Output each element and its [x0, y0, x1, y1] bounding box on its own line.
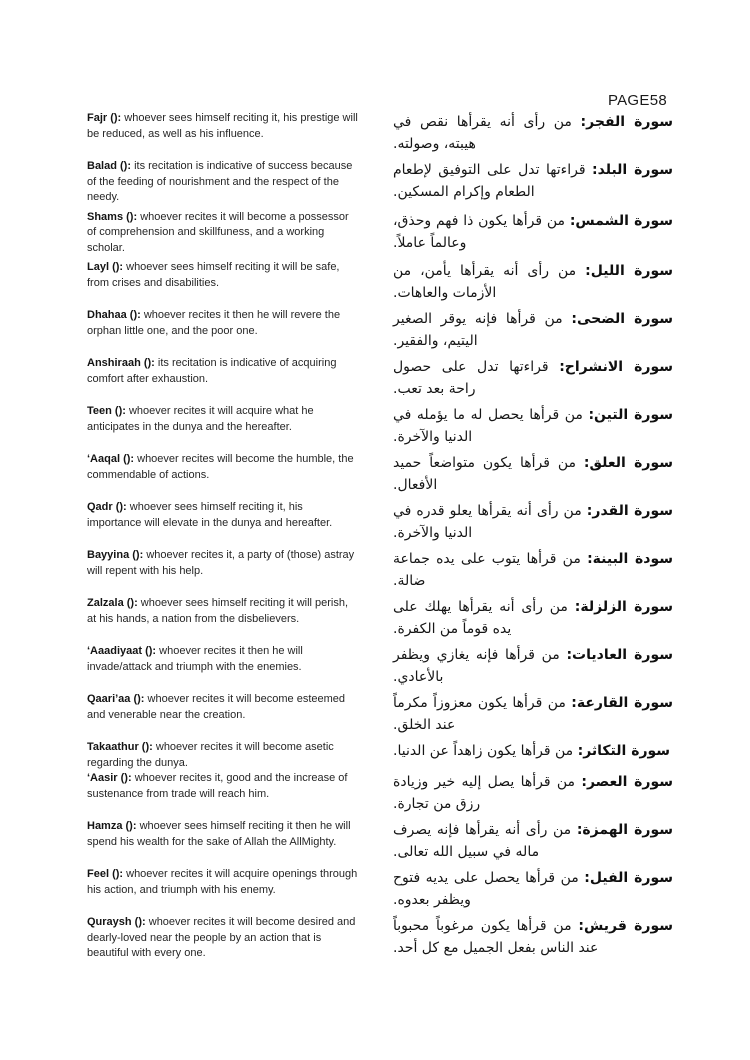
entry-arabic-text: من قرأها يكون ذا فهم وحذق، وعالماً عاملاً.: [393, 212, 565, 251]
entry-arabic-name: سورة التين:: [588, 407, 673, 423]
entry-row: [87, 500, 673, 544]
entry-arabic-name: سورة قريش:: [578, 918, 674, 934]
entry-arabic-name: سورة الشمس:: [569, 212, 673, 229]
entry-english-name: ‘Aaadiyaat ():: [87, 645, 157, 657]
entry-english-text: whoever sees himself reciting it, his importance will elevate in the dunya and hereafter.: [87, 501, 333, 529]
entry-row: [87, 548, 673, 592]
entry-arabic: [393, 692, 673, 736]
entry-arabic-name: سورة العاديات:: [566, 647, 674, 663]
entry-english-name: Qaari’aa ():: [87, 693, 145, 705]
entry-row: [87, 596, 673, 640]
entry-arabic-name: سورة البلد:: [592, 162, 673, 178]
entry-english-name: Layl ():: [87, 261, 124, 273]
entry-english-text: whoever recites it will become asetic regarding the dunya.: [87, 741, 334, 769]
entry-english-text: whoever recites it, good and the increase of sustenance from trade will reach him.: [87, 772, 348, 800]
entry-arabic: [393, 771, 673, 815]
entry-english-name: Teen ():: [87, 405, 126, 417]
entry-arabic: [393, 404, 673, 448]
entry-english-text: whoever recites it will become esteemed and venerable near the creation.: [87, 693, 346, 721]
entry-arabic: [393, 596, 673, 640]
entry-row: [87, 867, 673, 911]
entry-arabic: [393, 210, 673, 254]
entry-english: [87, 548, 359, 579]
entry-arabic: [393, 740, 673, 762]
entry-arabic-text: من قرأها يكون معزوزاً مكرماً عند الخلق.: [393, 695, 566, 733]
entry-arabic: [393, 644, 673, 688]
entry-english: [87, 210, 359, 257]
entry-row: [87, 452, 673, 496]
entry-arabic: [393, 111, 673, 155]
entry-english: [87, 452, 359, 483]
entry-arabic-text: من قرأها يكون زاهداً عن الدنيا.: [393, 743, 574, 759]
entry-english: [87, 819, 359, 850]
entry-english-name: Quraysh ():: [87, 916, 146, 928]
entries: [87, 111, 673, 962]
entry-arabic: [393, 915, 673, 959]
entry-arabic-text: من رأى أنه يقرأها يعلو قدره في الدنيا والآخرة.: [393, 503, 582, 541]
entry-english-name: Bayyina ():: [87, 549, 144, 561]
entry-arabic: [393, 500, 673, 544]
entry-english: [87, 404, 359, 435]
entry-arabic-text: من قرأها فإنه يوقر الصغير اليتيم، والفقير.: [393, 311, 563, 349]
entry-english-text: whoever recites will become the humble, the commendable of actions.: [87, 453, 354, 481]
entry-english-name: Qadr ():: [87, 501, 127, 513]
entry-english-name: Zalzala ():: [87, 597, 138, 609]
entry-arabic-name: سورة الهمزة:: [576, 822, 674, 838]
page-content: [87, 92, 673, 966]
entry-english: [87, 500, 359, 531]
entry-english-name: ‘Aaqal ():: [87, 453, 135, 465]
entry-english-name: Balad ():: [87, 160, 131, 172]
entry-english-text: whoever recites it will become desired and dearly-loved near the people by an action that is beautiful with every one.: [87, 916, 356, 959]
entry-row: [87, 210, 673, 257]
entry-arabic-name: سورة الزلزلة:: [574, 599, 673, 615]
entry-arabic-text: من قرأها فإنه يغازي ويظفر بالأعادي.: [393, 647, 560, 685]
entry-english-text: whoever recites it, a party of (those) astray will repent with his help.: [87, 549, 355, 577]
entry-arabic-text: من قرأها يصل إليه خير وزيادة رزق من تجارة.: [393, 774, 576, 812]
entry-english: [87, 867, 359, 898]
entry-english-text: whoever sees himself reciting it will perish, at his hands, a nation from the disbelievers.: [87, 597, 349, 625]
entry-arabic-text: من قرأها يحصل على يديه فتوح ويظفر بعدوه.: [393, 870, 579, 908]
entry-arabic-text: قراءتها تدل على حصول راحة بعد تعب.: [393, 359, 549, 397]
entry-english: [87, 159, 359, 206]
entry-english-text: its recitation is indicative of success because of the feeding of nourishment and the respect of the needy.: [87, 160, 353, 203]
entry-arabic: [393, 452, 673, 496]
entry-row: [87, 771, 673, 815]
entry-arabic-text: من رأى أنه يقرأها نقص في هيبته، وصولته.: [393, 114, 572, 152]
entry-arabic-name: سورة العصر:: [581, 774, 674, 790]
entry-arabic-name: سورة الليل:: [585, 263, 674, 279]
entry-english-name: Anshiraah ():: [87, 357, 155, 369]
entry-english: [87, 308, 359, 339]
entry-english-name: Takaathur ():: [87, 741, 153, 753]
entry-english-name: Dhahaa ():: [87, 309, 141, 321]
entry-arabic-name: سورة القدر:: [586, 503, 674, 519]
entry-row: [87, 260, 673, 304]
entry-english: [87, 356, 359, 387]
entry-arabic: [393, 356, 673, 400]
entry-english-name: Fajr ():: [87, 112, 122, 124]
entry-row: [87, 159, 673, 206]
entry-english-name: Feel ():: [87, 868, 124, 880]
entry-arabic-text: من قرأها يتوب على يده جماعة ضالة.: [393, 551, 581, 589]
entry-english-text: whoever sees himself reciting it, his prestige will be reduced, as well as his influence.: [87, 112, 358, 140]
entry-row: [87, 404, 673, 448]
entry-english-text: whoever sees himself reciting it will be safe, from crises and disabilities.: [87, 261, 340, 289]
entry-english-text: whoever recites it will acquire openings through his action, and triumph with his enemy.: [87, 868, 358, 896]
entry-arabic-name: سودة البينة:: [587, 551, 673, 567]
entry-row: [87, 692, 673, 736]
entry-arabic-text: من قرأها يحصل له ما يؤمله في الدنيا والآخرة.: [393, 407, 583, 445]
entry-english-text: whoever recites it then he will revere the orphan little one, and the poor one.: [87, 309, 341, 337]
entry-row: [87, 644, 673, 688]
entry-row: [87, 740, 673, 771]
entry-english-text: whoever recites it will become a possessor of comprehension and skillfuness, and a working scholar.: [87, 210, 349, 254]
entry-arabic-text: من رأى أنه يقرأها فإنه يصرف ماله في سبيل الله تعالى.: [393, 822, 572, 860]
entry-arabic-name: سورة الانشراح:: [559, 359, 674, 375]
entry-english-name: Shams ():: [87, 210, 138, 223]
entry-arabic-text: من قرأها يكون مرغوباً محبوباً عند الناس بفعل الجميل مع كل أحد.: [393, 918, 599, 956]
entry-arabic-name: سورة الفيل:: [584, 870, 673, 886]
entry-arabic-name: سورة الفجر:: [580, 114, 673, 130]
entry-row: [87, 308, 673, 352]
entry-arabic-name: سورة الضحى:: [571, 311, 674, 327]
entry-arabic-name: سورة القارعة:: [571, 695, 673, 711]
entry-english-name: Hamza ():: [87, 820, 137, 832]
entry-english-text: its recitation is indicative of acquiring comfort after exhaustion.: [87, 357, 337, 385]
entry-arabic-text: من رأى أنه يقرأها يهلك على يده قوماً من الكفرة.: [393, 599, 568, 637]
entry-english-text: whoever recites it will acquire what he anticipates in the dunya and the hereafter.: [87, 405, 314, 433]
entry-row: [87, 819, 673, 863]
entry-arabic-text: قراءتها تدل على التوفيق لإطعام الطعام وإكرام المسكين.: [393, 162, 586, 200]
entry-english: [87, 692, 359, 723]
entry-row: [87, 356, 673, 400]
entry-english: [87, 915, 359, 962]
entry-arabic-name: سورة التكاثر:: [577, 743, 671, 759]
entry-arabic: [393, 548, 673, 592]
entry-english: [87, 111, 359, 142]
entry-row: [87, 111, 673, 155]
entry-english-text: whoever recites it then he will invade/attack and triumph with the enemies.: [87, 645, 303, 673]
entry-english: [87, 771, 359, 802]
entry-english-name: ‘Aasir ():: [87, 772, 132, 784]
entry-arabic-name: سورة العلق:: [583, 455, 674, 471]
page-number: PAGE58: [607, 92, 667, 109]
entry-arabic-text: من رأى أنه يقرأها يأمن، من الأزمات والعاهات.: [393, 263, 577, 301]
entry-english: [87, 596, 359, 627]
entry-english: [87, 260, 359, 291]
entry-arabic-text: من قرأها يكون متواضعاً حميد الأفعال.: [393, 455, 576, 493]
entry-arabic: [393, 867, 673, 911]
entry-english: [87, 644, 359, 675]
entry-english: [87, 740, 359, 771]
entry-arabic: [393, 308, 673, 352]
entry-arabic: [393, 159, 673, 203]
entry-arabic: [393, 819, 673, 863]
entry-arabic: [393, 260, 673, 304]
entry-row: [87, 915, 673, 962]
entry-english-text: whoever sees himself reciting it then he will spend his wealth for the sake of Allah the AllMighty.: [87, 820, 351, 848]
